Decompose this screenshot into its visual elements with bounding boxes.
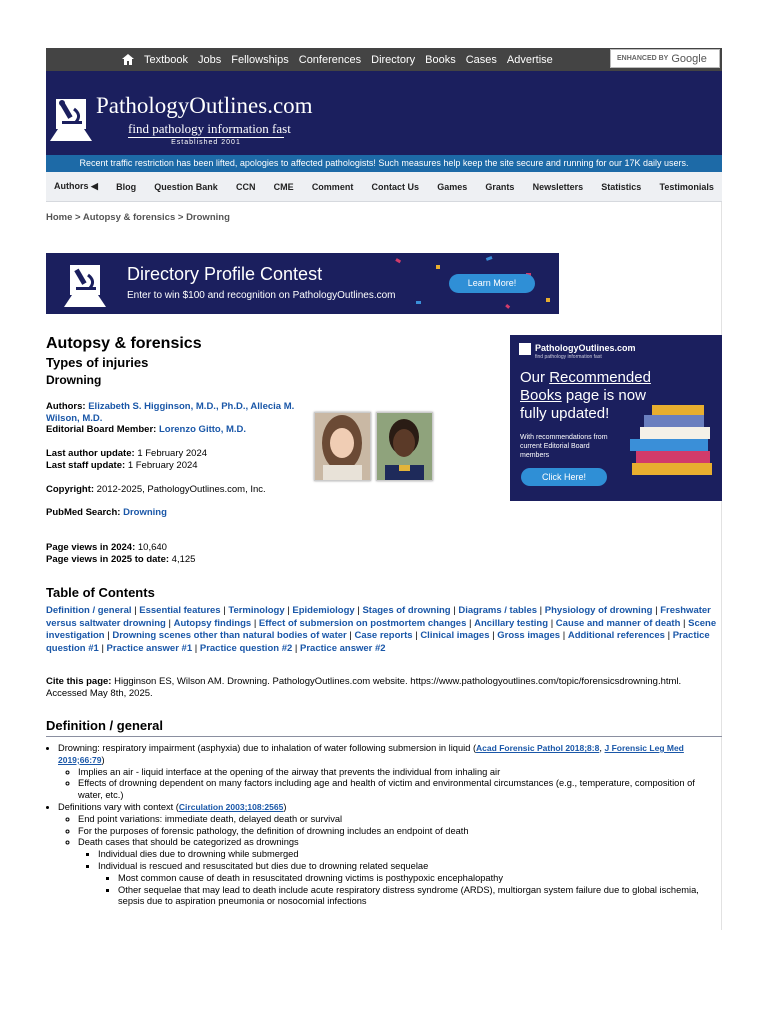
copyright-line xyxy=(46,484,266,496)
contest-banner[interactable] xyxy=(46,253,559,314)
contest-subtitle: Enter to win $100 and recognition on PathologyOutlines.com xyxy=(127,290,396,301)
nav-contact-us[interactable]: Contact Us xyxy=(371,181,420,192)
list-item: ▪ Most common cause of death in resuscitated drowning victims is posthypoxic encephalopathy xyxy=(118,873,722,885)
microscope-logo-icon xyxy=(61,261,109,307)
editor-line xyxy=(46,424,246,436)
site-banner[interactable] xyxy=(46,71,722,155)
last-author-label: Last author update: xyxy=(46,448,135,459)
bullet-text: Drowning: respiratory impairment (asphyxia) due to inhalation of water following submersion in liquid ( xyxy=(58,743,477,753)
ad-line1-link: Recommended xyxy=(549,369,651,386)
bullet-text: Definitions vary with context ( xyxy=(58,801,179,812)
top-nav-items xyxy=(122,54,563,66)
nav-question-bank[interactable]: Question Bank xyxy=(154,181,218,192)
pubmed-link[interactable]: Drowning xyxy=(123,507,167,518)
nav-statistics[interactable]: Statistics xyxy=(601,181,642,192)
views-2024-value: 10,640 xyxy=(137,542,167,553)
list-item xyxy=(98,861,722,908)
toc-link[interactable]: Autopsy findings xyxy=(173,617,252,629)
list-item: ◦ For the purposes of forensic pathology, the definition of drowning includes an endpoint of death xyxy=(78,826,722,838)
page-subtitle: Types of injuries xyxy=(46,355,149,370)
reference-link[interactable]: Acad Forensic Pathol 2018;8:8 xyxy=(476,743,600,753)
page-title: Autopsy & forensics xyxy=(46,335,202,352)
nav-newsletters[interactable]: Newsletters xyxy=(532,181,584,192)
toc-link[interactable]: Clinical images xyxy=(420,630,490,641)
views-2024-label: Page views in 2024: xyxy=(46,542,136,553)
contest-title: Directory Profile Contest xyxy=(127,264,323,284)
authors-link[interactable]: Elizabeth S. Higginson, M.D., Ph.D., Allecia M. Wilson, M.D. xyxy=(46,401,295,424)
recommended-books-ad[interactable] xyxy=(510,335,722,501)
bullet-text: Individual is rescued and resuscitated but dies due to drowning related sequelae xyxy=(98,860,429,871)
ad-line3: fully updated! xyxy=(520,405,610,422)
toc-link[interactable]: Freshwater versus saltwater drowning xyxy=(46,605,711,629)
cite-this-page xyxy=(46,676,722,699)
nav-authors-label: Authors xyxy=(54,181,89,191)
search-enhanced-label: ENHANCED BY xyxy=(617,55,669,62)
toc-link[interactable]: Terminology xyxy=(228,605,285,616)
top-nav-books[interactable]: Books xyxy=(425,53,456,66)
definition-list xyxy=(46,743,722,908)
views-2025-label: Page views in 2025 to date: xyxy=(46,554,170,565)
toc-link[interactable]: Essential features xyxy=(139,605,221,616)
top-nav-textbook[interactable]: Textbook xyxy=(144,53,189,66)
main-navigation xyxy=(46,172,722,202)
top-nav-conferences[interactable]: Conferences xyxy=(298,53,362,66)
toc-heading: Table of Contents xyxy=(46,585,155,600)
list-item: ◦ End point variations: immediate death, delayed death or survival xyxy=(78,814,722,826)
last-staff-update xyxy=(46,460,198,472)
toc-link[interactable]: Ancillary testing xyxy=(474,617,549,629)
nav-authors[interactable] xyxy=(54,181,98,192)
toc-link[interactable]: Physiology of drowning xyxy=(544,605,653,616)
toc-link[interactable]: Practice question #2 xyxy=(199,642,293,654)
list-item: ▪ Other sequelae that may lead to death include acute respiratory distress syndrome (ARDS), multiorgan system failure due to global ischemia, sepsis due to aspiration pneumonia or nosocomial infections xyxy=(118,885,722,909)
site-tagline: find pathology information fast xyxy=(128,121,291,136)
list-item: • Definitions vary with context (Circulation 2003;108:2565) ◦ End point variations: immediate death, delayed death or survival ◦ For the purposes of forensic pathology, the definition of drowning includes an endpoint of death ◦ Death cases that should be categorized as drownings ▪ Individual dies due to drowning while submerged ▪ Individual is rescued and resuscitated but dies due to drowning related sequelae ▪ Most common cause of death in resuscitated drowning victims is posthypoxic encephalopathy ▪ Other sequelae that may lead to death include acute respiratory distress syndrome (ARDS), multiorgan system failure due to global ischemia, sepsis due to aspiration pneumonia or nosocomial infections xyxy=(58,802,722,908)
nav-grants[interactable]: Grants xyxy=(485,181,515,192)
nav-games[interactable]: Games xyxy=(437,181,468,192)
editor-label: Editorial Board Member: xyxy=(46,424,157,435)
list-item: ▪ Individual dies due to drowning while submerged xyxy=(98,849,722,861)
logo-icon xyxy=(519,343,531,355)
top-nav-fellowships[interactable]: Fellowships xyxy=(231,53,289,66)
toc-link[interactable]: Additional references xyxy=(567,630,665,641)
editor-link[interactable]: Lorenzo Gitto, M.D. xyxy=(158,424,247,435)
toc-link[interactable]: Practice answer #1 xyxy=(106,642,193,654)
copyright-value: 2012-2025, PathologyOutlines.com, Inc. xyxy=(96,484,266,495)
copyright-label: Copyright: xyxy=(46,484,95,495)
top-nav-directory[interactable]: Directory xyxy=(371,53,416,66)
author-photo[interactable] xyxy=(376,412,433,481)
microscope-logo-icon xyxy=(50,95,92,141)
ad-brand: PathologyOutlines.com xyxy=(535,343,636,353)
pubmed-line xyxy=(46,507,167,519)
last-staff-value: 1 February 2024 xyxy=(127,460,198,471)
books-stack-icon xyxy=(622,403,718,483)
ad-line1: Our xyxy=(520,369,550,386)
last-author-value: 1 February 2024 xyxy=(137,448,208,459)
views-2025-line xyxy=(46,554,195,566)
views-2025-value: 4,125 xyxy=(171,554,196,565)
toc-link[interactable]: Practice answer #2 xyxy=(300,642,386,654)
nav-ccn[interactable]: CCN xyxy=(235,181,256,192)
toc-link[interactable]: Scene investigation xyxy=(46,617,717,641)
toc-link[interactable]: Effect of submersion on postmortem changes xyxy=(258,617,467,629)
ad-brand-tagline: find pathology information fast xyxy=(535,354,602,360)
established-label: Established 2001 xyxy=(128,137,284,146)
toc-link[interactable]: Stages of drowning xyxy=(362,605,451,616)
top-nav-advertise[interactable]: Advertise xyxy=(506,53,553,66)
breadcrumb[interactable]: Home > Autopsy & forensics > Drowning xyxy=(46,212,230,223)
toc-link[interactable]: Epidemiology xyxy=(292,605,355,616)
toc-link[interactable]: Gross images xyxy=(497,630,561,641)
cite-label: Cite this page: xyxy=(46,676,112,687)
traffic-notice: Recent traffic restriction has been lifted, apologies to affected pathologists! Such measures help keep the site secure and running for our 17K daily users. xyxy=(46,155,722,172)
section-heading: Definition / general xyxy=(46,718,722,737)
ad-line2: page is now xyxy=(561,387,646,404)
nav-cme[interactable]: CME xyxy=(273,181,294,192)
list-item xyxy=(78,837,722,908)
nav-blog[interactable]: Blog xyxy=(116,181,137,192)
toc-list: Definition / general | Essential features | Terminology | Epidemiology | Stages of drowning | Diagrams / tables | Physiology of drowning | Freshwater versus saltwater drowning | Autopsy findings | Effect of submersion on postmortem changes | Ancillary testing | Cause and manner of death | Scene investigation | Drowning scenes other than natural bodies of water | Case reports | Clinical images | Gross images | Additional references | Practice question #1 | Practice answer #1 | Practice question #2 | Practice answer #2 xyxy=(46,605,717,654)
ad-line2-link: Books xyxy=(520,387,562,404)
author-photo[interactable] xyxy=(314,412,371,481)
toc-link[interactable]: Drowning scenes other than natural bodies of water xyxy=(112,630,347,641)
last-author-update xyxy=(46,448,207,460)
google-logo: Google xyxy=(671,52,707,65)
views-2024-line xyxy=(46,542,167,554)
click-here-button[interactable]: Click Here! xyxy=(521,468,607,486)
learn-more-button[interactable]: Learn More! xyxy=(449,274,535,293)
last-staff-label: Last staff update: xyxy=(46,460,126,471)
toc-link[interactable]: Case reports xyxy=(354,630,413,641)
list-item: ◦ Effects of drowning dependent on many factors including age and health of victim and environmental circumstances (e.g., temperature, composition of water, etc.) xyxy=(78,778,722,802)
pubmed-label: PubMed Search: xyxy=(46,507,121,518)
top-navigation xyxy=(46,48,722,71)
list-item: ◦ Implies an air - liquid interface at the opening of the airway that prevents the individual from inhaling air xyxy=(78,767,722,779)
toc-link[interactable]: Definition / general xyxy=(46,605,132,616)
authors-line xyxy=(46,401,296,424)
toc-link[interactable]: Diagrams / tables xyxy=(458,605,538,616)
nav-testimonials[interactable]: Testimonials xyxy=(659,181,714,192)
caret-left-icon: ◀ xyxy=(91,181,98,191)
top-nav-cases[interactable]: Cases xyxy=(465,53,497,66)
authors-label: Authors: xyxy=(46,401,86,412)
list-item: • Drowning: respiratory impairment (asphyxia) due to inhalation of water following submersion in liquid (Acad Forensic Pathol 2018;8:8, J Forensic Leg Med 2019;66:79) ◦ Implies an air - liquid interface at the opening of the airway that prevents the individual from inhaling air ◦ Effects of drowning dependent on many factors including age and health of victim and environmental circumstances (e.g., temperature, composition of water, etc.) xyxy=(58,743,722,802)
cite-text: Higginson ES, Wilson AM. Drowning. PathologyOutlines.com website. https://www.pathologyoutlines.com/topic/forensicsdrowning.html. Accessed May 8th, 2025. xyxy=(46,676,682,699)
reference-link[interactable]: J Forensic Leg Med 2019;66:79 xyxy=(58,743,684,765)
reference-link[interactable]: Circulation 2003;108:2565 xyxy=(178,801,284,812)
bullet-text: Death cases that should be categorized as drownings xyxy=(78,837,299,848)
search-input[interactable] xyxy=(610,49,720,68)
page-topic: Drowning xyxy=(46,373,102,387)
ad-small-text: With recommendations from current Editorial Board members xyxy=(520,434,608,459)
top-nav-jobs[interactable]: Jobs xyxy=(198,53,222,66)
site-name: PathologyOutlines.com xyxy=(96,93,313,118)
toc-link[interactable]: Practice question #1 xyxy=(46,630,710,654)
nav-comment[interactable]: Comment xyxy=(311,181,354,192)
toc-link[interactable]: Cause and manner of death xyxy=(555,617,681,629)
page-wrapper xyxy=(46,48,722,907)
home-icon[interactable] xyxy=(122,54,134,65)
